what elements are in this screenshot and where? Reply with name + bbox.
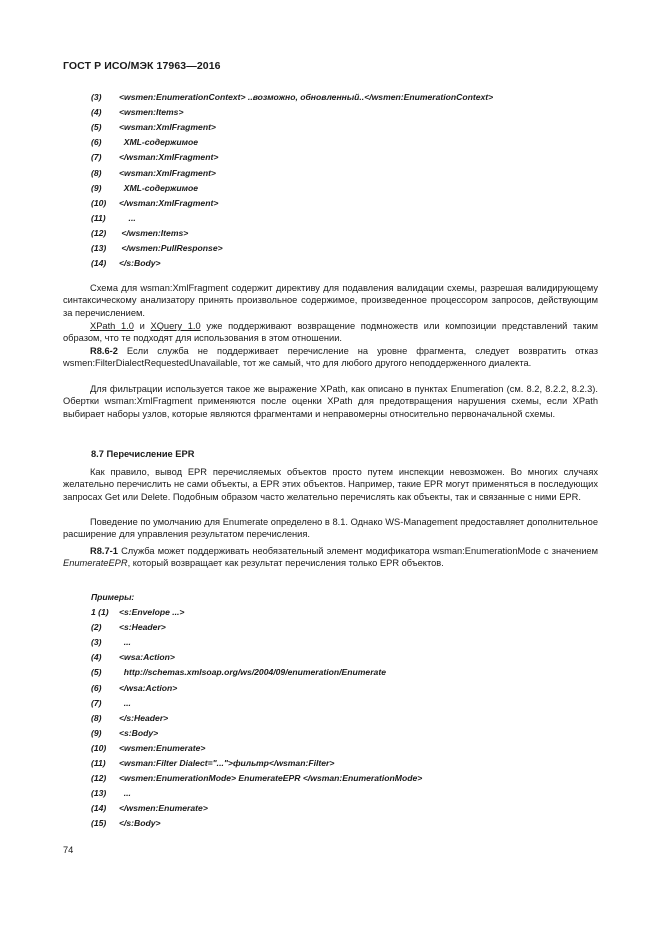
- paragraph-filtering: Для фильтрации используется такое же выражение XPath, как описано в пунктах Enumeration (см. 8.2, 8.2.2, 8.2.3). Обертки wsman:XmlFragment применяются после оценки XPath для предотвращения нарушения схемы, если XPath выбирает наборы узлов, которые являются фрагментами и неправомерны относительно первоначальной схемы.: [63, 384, 598, 419]
- code-line: [91, 106, 183, 119]
- code-line: [91, 802, 208, 815]
- line-number: (4): [91, 107, 102, 118]
- code-line: [91, 636, 131, 649]
- code-line: [91, 212, 136, 225]
- section-heading: 8.7 Перечисление EPR: [91, 449, 195, 459]
- line-number: (15): [91, 818, 107, 829]
- code-line: [91, 697, 131, 710]
- code-text: <wsmen:EnumerationMode> EnumerateEPR </wsman:EnumerationMode>: [119, 773, 423, 784]
- code-text: </wsa:Action>: [119, 682, 178, 693]
- line-number: (6): [91, 682, 102, 693]
- code-line: [91, 712, 168, 725]
- code-line: [91, 121, 216, 134]
- xquery-link[interactable]: XQuery 1.0: [150, 321, 201, 331]
- code-line: [91, 817, 161, 830]
- code-line: [91, 772, 422, 785]
- code-line: [91, 606, 184, 619]
- paragraph-default-behavior: Поведение по умолчанию для Enumerate определено в 8.1. Однако WS-Management предоставляет дополнительное расширение для управления результатом перечисления.: [63, 517, 598, 540]
- code-text: <wsmen:Enumerate>: [119, 742, 206, 753]
- examples-label: Примеры:: [91, 592, 135, 602]
- line-number: (5): [91, 122, 102, 133]
- code-line: [91, 257, 161, 270]
- document-header: ГОСТ Р ИСО/МЭК 17963—2016: [63, 60, 221, 72]
- requirement-label: R8.6-2: [90, 346, 118, 356]
- code-line: [91, 757, 334, 770]
- code-line: [91, 151, 218, 164]
- line-number: (7): [91, 152, 102, 163]
- code-text: </wsman:XmlFragment>: [119, 197, 219, 208]
- line-number: (10): [91, 197, 107, 208]
- line-number: (3): [91, 637, 102, 648]
- code-text: <s:Header>: [119, 622, 166, 633]
- code-line: [91, 91, 493, 104]
- code-line: [91, 227, 188, 240]
- code-line: [91, 727, 158, 740]
- code-line: [91, 242, 223, 255]
- code-text: </wsmen:Items>: [119, 227, 189, 238]
- requirement-label: R8.7-1: [90, 546, 118, 556]
- line-number: (7): [91, 697, 102, 708]
- line-number: (12): [91, 227, 107, 238]
- paragraph-r8-7-1: R8.7-1 Служба может поддерживать необязательный элемент модификатора wsman:EnumerationMode с значением EnumerateEPR, который возвращает как результат перечисления только EPR объектов.: [63, 546, 598, 569]
- code-text: <s:Envelope ...>: [119, 607, 185, 617]
- code-line: [91, 666, 386, 679]
- code-line: [91, 742, 205, 755]
- line-number: (5): [91, 667, 102, 678]
- line-number: (4): [91, 652, 102, 663]
- code-text: <wsman:XmlFragment>: [119, 167, 216, 178]
- line-number: (6): [91, 137, 102, 148]
- code-line: [91, 621, 166, 634]
- code-text: <wsmen:Items>: [119, 107, 184, 118]
- paragraph-epr-intro: Как правило, вывод EPR перечисляемых объектов просто путем инспекции невозможен. Во многих случаях желательно перечислить не сами объекты, а EPR этих объектов. Например, такие EPR могут применяться в последующих запросах Get или Delete. Подобным образом часто желательно перечислять как объекты, так и связанные с ними EPR.: [63, 467, 598, 502]
- code-text: <s:Body>: [119, 727, 159, 738]
- line-number: (11): [91, 758, 106, 768]
- code-text: <wsman:Filter Dialect="...">фильтр</wsman:Filter>: [119, 758, 335, 768]
- code-line: [91, 167, 216, 180]
- line-number: (12): [91, 773, 107, 784]
- xpath-link[interactable]: XPath 1.0: [90, 321, 134, 331]
- line-number: (3): [91, 92, 102, 102]
- code-text: XML-содержимое: [119, 137, 198, 148]
- line-number: (9): [91, 727, 102, 738]
- line-number: (14): [91, 258, 107, 269]
- line-number: 1 (1): [91, 607, 109, 617]
- line-number: (8): [91, 712, 102, 723]
- line-number: (14): [91, 803, 107, 814]
- code-text: <wsa:Action>: [119, 652, 175, 663]
- code-line: [91, 787, 131, 800]
- code-text: </s:Header>: [119, 712, 169, 723]
- code-text: </wsmen:Enumerate>: [119, 803, 208, 814]
- code-text: ...: [119, 697, 131, 708]
- line-number: (9): [91, 182, 102, 193]
- line-number: (13): [91, 788, 107, 799]
- line-number: (13): [91, 243, 107, 253]
- code-text: </s:Body>: [119, 818, 161, 829]
- code-text: ...: [119, 788, 131, 799]
- line-number: (11): [91, 212, 106, 223]
- code-text: <wsmen:EnumerationContext> ..возможно, обновленный..</wsmen:EnumerationContext>: [119, 92, 494, 102]
- line-number: (8): [91, 167, 102, 178]
- code-text: http://schemas.xmlsoap.org/ws/2004/09/enumeration/Enumerate: [119, 667, 386, 678]
- code-text: ...: [119, 637, 131, 648]
- code-line: [91, 182, 198, 195]
- paragraph-r8-6-2: R8.6-2 Если служба не поддерживает перечисление на уровне фрагмента, следует возвратить отказ wsmen:FilterDialectRequestedUnavailable, тот же самый, что для любого другого неподдерженного диалекта.: [63, 346, 598, 369]
- code-line: [91, 682, 177, 695]
- line-number: (10): [91, 742, 107, 753]
- paragraph-xmlfragment: [63, 282, 598, 319]
- page-number: 74: [63, 845, 74, 855]
- code-text: </wsmen:PullResponse>: [119, 243, 223, 253]
- code-text: ...: [119, 212, 136, 223]
- code-line: [91, 197, 218, 210]
- code-text: <wsman:XmlFragment>: [119, 122, 216, 133]
- code-text: </wsman:XmlFragment>: [119, 152, 219, 163]
- paragraph-xpath: XPath 1.0 и XQuery 1.0 уже поддерживают возвращение подмножеств или композиции представлений таким образом, что те подходят для использования в этом отношении.: [63, 321, 598, 344]
- code-text: XML-содержимое: [119, 182, 198, 193]
- paragraph-text: Схема для wsman:XmlFragment содержит директиву для подавления валидации схемы, разрешая валидирующему синтаксическому анализатору принять произвольное содержимое, произведенное процессором запросов, действующим за перечислением.: [63, 283, 598, 318]
- code-text: </s:Body>: [119, 258, 161, 269]
- line-number: (2): [91, 622, 102, 633]
- code-line: [91, 651, 175, 664]
- code-line: [91, 136, 198, 149]
